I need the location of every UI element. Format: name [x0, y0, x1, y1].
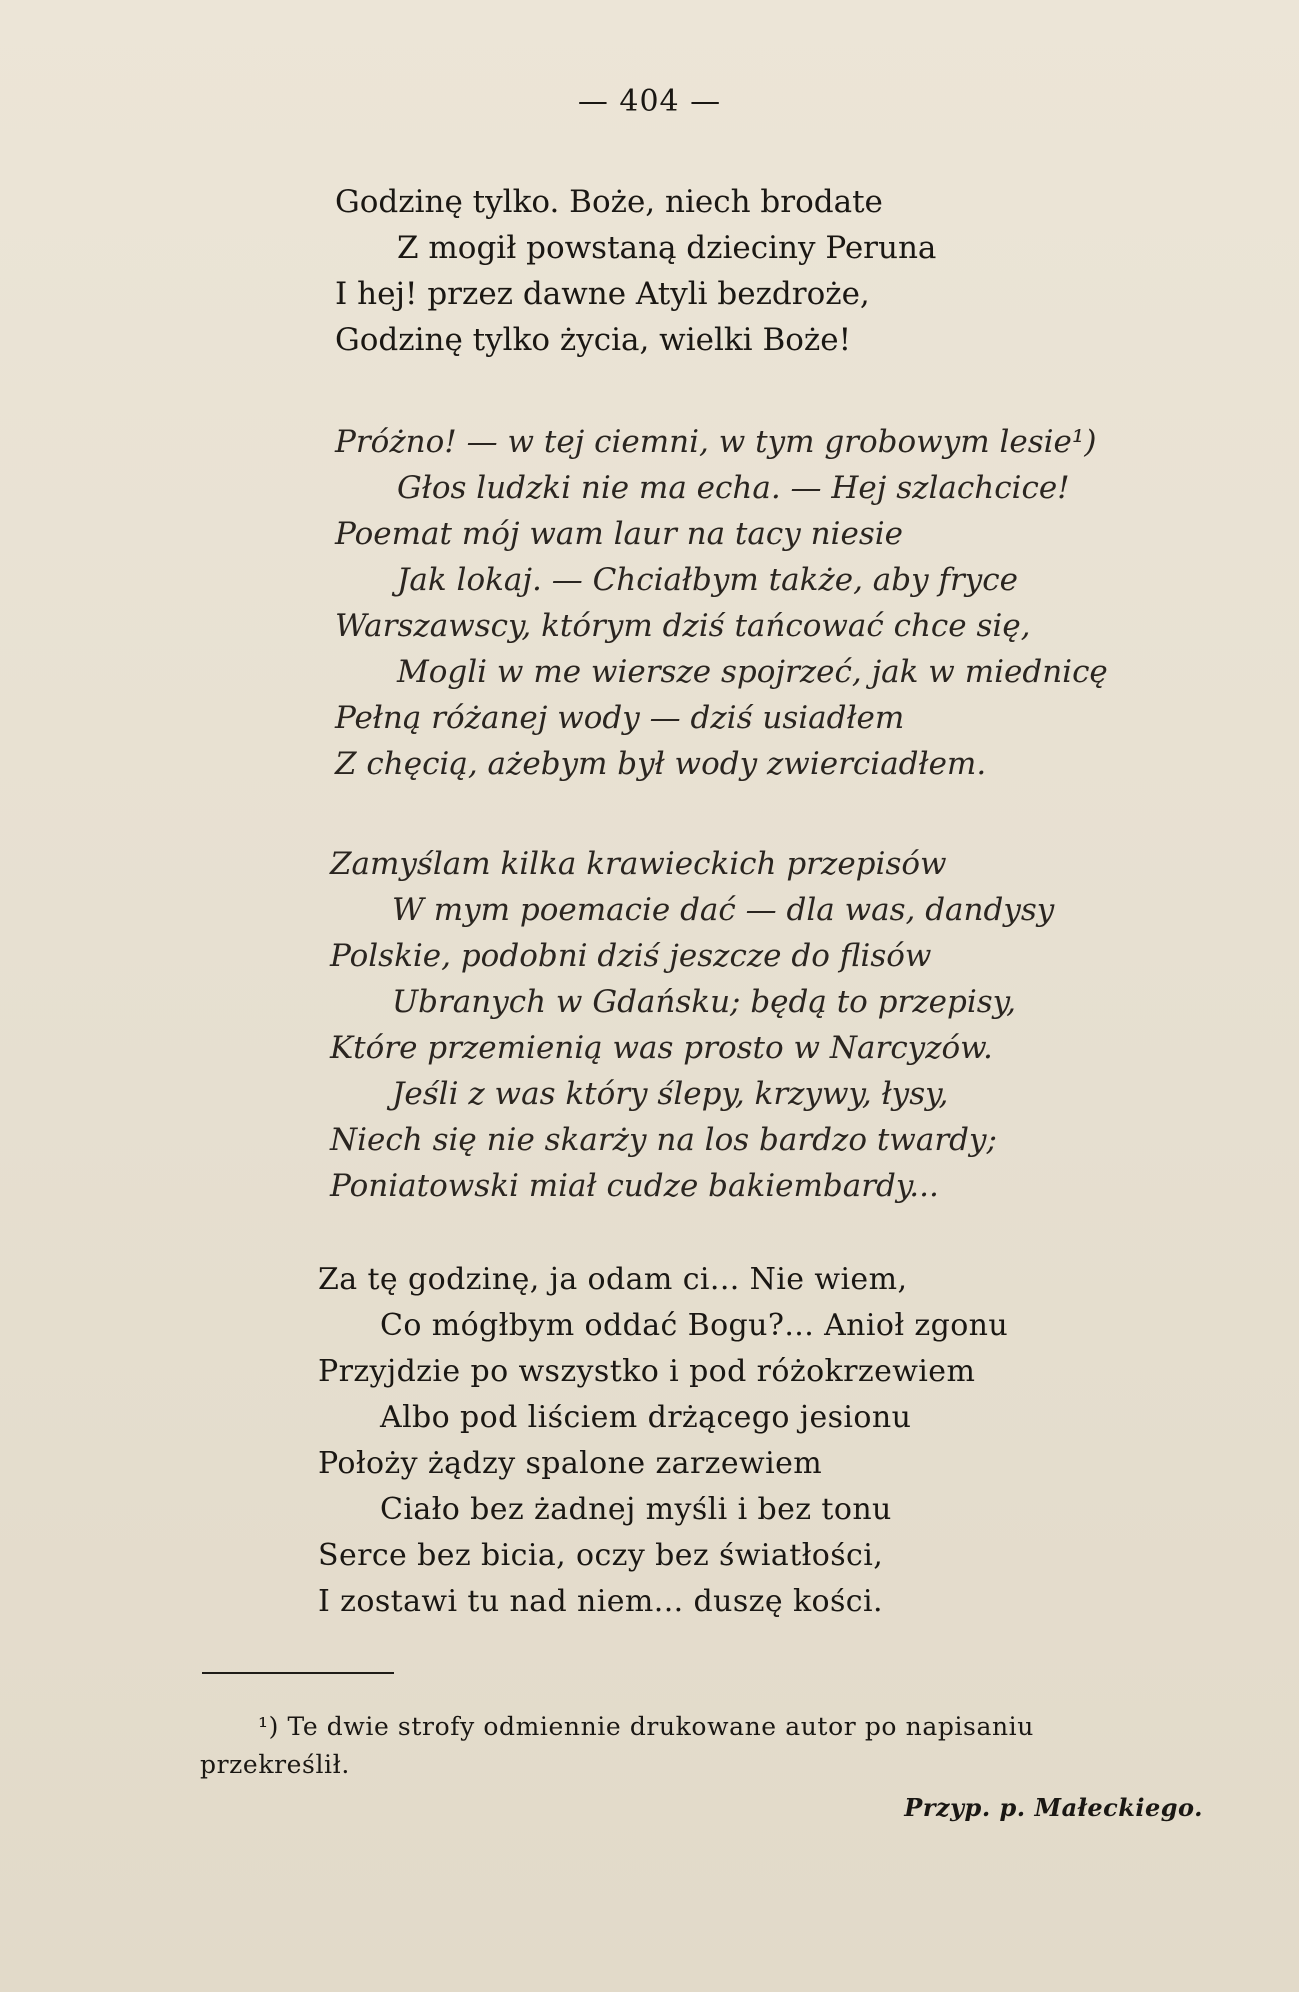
verse-line: Niech się nie skarży na los bardzo twardy;	[330, 1122, 997, 1158]
verse-line: Z mogił powstaną dzieciny Peruna	[397, 230, 937, 266]
verse-line: W mym poemacie dać — dla was, dandysy	[392, 892, 1055, 928]
verse-line: Ubranych w Gdańsku; będą to przepisy,	[392, 984, 1016, 1020]
verse-line: Mogli w me wiersze spojrzeć, jak w miednicę	[397, 654, 1108, 690]
footnote-line: przekreślił.	[200, 1750, 350, 1779]
verse-line: Przyjdzie po wszystko i pod różokrzewiem	[318, 1354, 976, 1389]
verse-line: Polskie, podobni dziś jeszcze do flisów	[330, 938, 932, 974]
verse-line: Z chęcią, ażebym był wody zwierciadłem.	[335, 746, 987, 782]
verse-line: Zamyślam kilka krawieckich przepisów	[330, 846, 947, 882]
verse-line: Godzinę tylko. Boże, niech brodate	[335, 184, 883, 220]
footnote-line: ¹) Te dwie strofy odmiennie drukowane autor po napisaniu	[258, 1712, 1034, 1741]
verse-line: Głos ludzki nie ma echa. — Hej szlachcice!	[397, 470, 1070, 506]
verse-line: Warszawscy, którym dziś tańcować chce się,	[335, 608, 1031, 644]
footnote	[200, 1708, 1230, 1784]
verse-line: Poemat mój wam laur na tacy niesie	[335, 516, 903, 552]
verse-line: Jeśli z was który ślepy, krzywy, łysy,	[392, 1076, 949, 1112]
verse-line: Serce bez bicia, oczy bez światłości,	[318, 1538, 884, 1573]
verse-line: I hej! przez dawne Atyli bezdroże,	[335, 276, 870, 312]
verse-line: Godzinę tylko życia, wielki Boże!	[335, 322, 852, 358]
verse-line: Próżno! — w tej ciemni, w tym grobowym lesie¹)	[335, 424, 1097, 460]
verse-line: Albo pod liściem drżącego jesionu	[380, 1400, 912, 1435]
verse-line: Co mógłbym oddać Bogu?... Anioł zgonu	[380, 1308, 1009, 1343]
verse-line: Położy żądzy spalone zarzewiem	[318, 1446, 823, 1481]
verse-line: Jak lokaj. — Chciałbym także, aby fryce	[397, 562, 1018, 598]
verse-line: Poniatowski miał cudze bakiembardy...	[330, 1168, 939, 1204]
page-number: — 404 —	[577, 84, 722, 119]
verse-line: I zostawi tu nad niem... duszę kości.	[318, 1584, 883, 1619]
footnote-attribution: Przyp. p. Małeckiego.	[904, 1793, 1203, 1822]
verse-line: Za tę godzinę, ja odam ci... Nie wiem,	[318, 1262, 908, 1297]
verse-line: Ciało bez żadnej myśli i bez tonu	[380, 1492, 892, 1527]
footnote-divider	[202, 1672, 394, 1674]
verse-line: Które przemienią was prosto w Narcyzów.	[330, 1030, 993, 1066]
verse-line: Pełną różanej wody — dziś usiadłem	[335, 700, 905, 736]
